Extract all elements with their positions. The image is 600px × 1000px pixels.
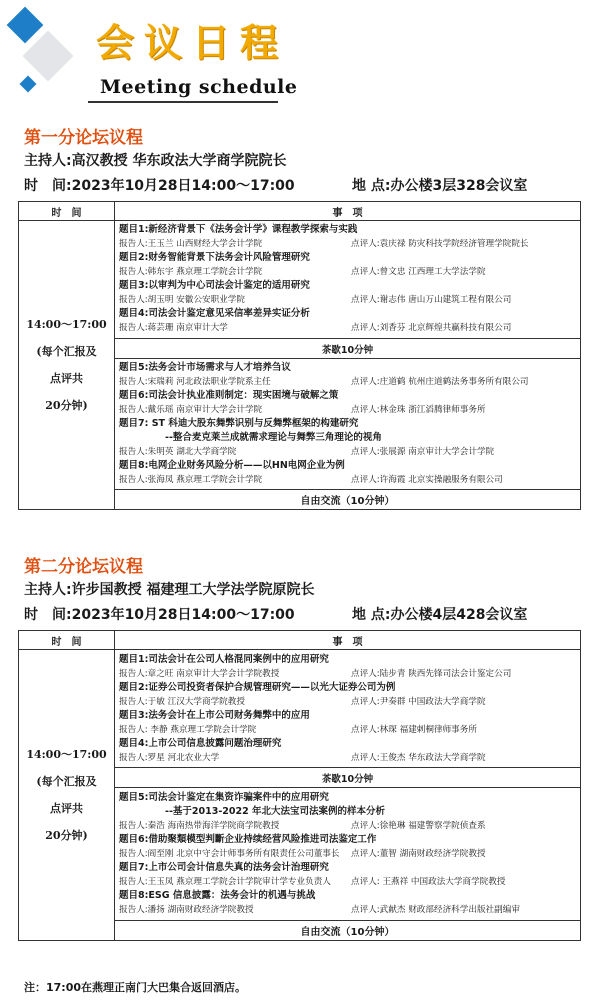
forum2-group1 [115, 650, 581, 768]
list-item [119, 709, 580, 737]
topic-title: 题目1:司法会计在公司人格混同案例中的应用研究 [119, 654, 329, 665]
topic-title: 题目7:上市公司会计信息失真的法务会计治理研究 [119, 862, 329, 873]
reporter: 报告人:胡玉明 安徽公安职业学院 [119, 295, 245, 305]
list-item [119, 459, 580, 487]
topic-title: 题目5:法务会计市场需求与人才培养刍议 [119, 362, 291, 373]
forum2-time: 时 间:2023年10月28日14:00～17:00 [24, 607, 295, 623]
list-item [119, 833, 580, 861]
reporter: 报告人:朱明英 湖北大学商学院 [119, 447, 237, 457]
time-note: 20分钟) [45, 829, 88, 842]
topic-title: 题目2:证券公司投资者保护合规管理研究——以光大证券公司为例 [119, 682, 396, 693]
forum2-title: 第二分论坛议程 [24, 557, 143, 577]
blue-diamond-small [20, 76, 37, 93]
col-items-header: 事 项 [115, 631, 581, 650]
commenter: 点评人:许海霞 北京实操融服务有限公司 [351, 475, 503, 485]
list-item [119, 737, 580, 765]
forum1-time-cell [19, 221, 115, 510]
commenter: 点评人:董智 湖南财政经济学院教授 [351, 849, 486, 859]
reporter: 报告人:章之旺 南京审计大学会计学院教授 [119, 669, 280, 679]
time-range: 14:00～17:00 [26, 748, 107, 761]
topic-title: 题目6:借助聚類模型判斷企业持续经营风险推进司法鉴定工作 [119, 834, 377, 845]
topic-subtitle: --整合麦克莱兰成就需求理论与舞弊三角理论的视角 [165, 432, 382, 443]
list-item [119, 307, 580, 335]
time-note: 点评共 [50, 802, 83, 815]
page-subtitle: Meeting schedule [100, 76, 298, 98]
forum1-group2 [115, 359, 581, 490]
forum1-time: 时 间:2023年10月28日14:00～17:00 [24, 178, 295, 194]
page-title: 会议日程 [96, 21, 289, 65]
topic-title: 题目8:电网企业财务风险分析——以HN电网企业为例 [119, 460, 345, 471]
topic-title: 题目8:ESG 信息披露：法务会计的机遇与挑战 [119, 890, 316, 901]
topic-title: 题目3:法务会计在上市公司财务舞弊中的应用 [119, 710, 310, 721]
free-discussion: 自由交流（10分钟） [115, 490, 581, 510]
forum1-title: 第一分论坛议程 [24, 128, 143, 148]
commenter: 点评人:曾文忠 江西理工大学法学院 [351, 267, 486, 277]
time-note: (每个汇报及 [36, 345, 97, 358]
forum2-host: 主持人:许步国教授 福建理工大学法学院原院长 [24, 582, 315, 598]
time-note: 20分钟) [45, 399, 88, 412]
commenter: 点评人:武献杰 财政部经济科学出版社副编审 [351, 905, 520, 915]
forum2-schedule-table [18, 630, 581, 941]
col-items-header: 事 项 [115, 202, 581, 221]
footnote: 注：17:00在燕理正南门大巴集合返回酒店。 [24, 981, 247, 994]
reporter: 报告人: 李静 燕京理工学院会计学院 [119, 725, 257, 735]
tea-break: 茶歇10分钟 [115, 768, 581, 788]
commenter: 点评人:谢志伟 唐山万山建筑工程有限公司 [351, 295, 512, 305]
forum2-group2 [115, 788, 581, 921]
free-discussion: 自由交流（10分钟） [115, 921, 581, 941]
forum2-place: 地 点:办公楼4层428会议室 [352, 607, 528, 623]
forum2-time-cell [19, 650, 115, 941]
commenter: 点评人:林金珠 浙江滔腾律师事务所 [351, 405, 486, 415]
list-item [119, 223, 580, 251]
time-range: 14:00～17:00 [26, 318, 107, 331]
commenter: 点评人:刘香芬 北京辉煌共赢科技有限公司 [351, 323, 512, 333]
forum1-host: 主持人:高汉教授 华东政法大学商学院院长 [24, 153, 287, 169]
forum1-group1 [115, 221, 581, 339]
time-note: 点评共 [50, 372, 83, 385]
list-item [119, 417, 580, 459]
reporter: 报告人:潘扬 湖南财政经济学院教授 [119, 905, 254, 915]
commenter: 点评人: 王燕祥 中国政法大学商学院教授 [351, 877, 506, 887]
topic-title: 题目1:新经济背景下《法务会计学》课程教学探索与实践 [119, 224, 358, 235]
topic-title: 题目3:以审判为中心司法会计鉴定的适用研究 [119, 280, 310, 291]
list-item [119, 389, 580, 417]
reporter: 报告人:王玉凤 燕京理工学院会计学院审计学专业负责人 [119, 877, 331, 887]
commenter: 点评人:徐艳琳 福建警察学院侦查系 [351, 821, 486, 831]
col-time-header: 时 间 [19, 202, 115, 221]
reporter: 报告人:罗星 河北农业大学 [119, 753, 220, 763]
reporter: 报告人:戴乐瑶 南京审计大学会计学院 [119, 405, 263, 415]
topic-title: 题目4:上市公司信息披露问题治理研究 [119, 738, 282, 749]
reporter: 报告人:韩东宇 燕京理工学院会计学院 [119, 267, 263, 277]
list-item [119, 861, 580, 889]
list-item [119, 279, 580, 307]
commenter: 点评人:陆步青 陕西先锋司法会计鉴定公司 [351, 669, 512, 679]
forum1-schedule-table [18, 201, 581, 510]
commenter: 点评人:袁庆禄 防灾科技学院经济管理学院院长 [351, 239, 529, 249]
topic-title: 题目6:司法会计执业准则制定：现实困境与破解之策 [119, 390, 339, 401]
commenter: 点评人:庄道鹤 杭州庄道鹤法务事务所有限公司 [351, 377, 529, 387]
list-item [119, 251, 580, 279]
commenter: 点评人:尹奏群 中国政法大学商学院 [351, 697, 486, 707]
topic-title: 题目4:司法会计鉴定意见采信率差异实证分析 [119, 308, 310, 319]
tea-break: 茶歇10分钟 [115, 339, 581, 359]
list-item [119, 889, 580, 917]
list-item [119, 681, 580, 709]
reporter: 报告人:宋瑞莉 河北政法职业学院系主任 [119, 377, 271, 387]
commenter: 点评人:林琛 福建剌桐律师事务所 [351, 725, 477, 735]
blue-diamond-large [7, 7, 44, 44]
topic-title: 题目5:司法会计鉴定在集资诈骗案件中的应用研究 [119, 792, 329, 803]
reporter: 报告人:张海凤 燕京理工学院会计学院 [119, 475, 263, 485]
list-item [119, 791, 580, 833]
reporter: 报告人:蒋芸珊 南京审计大学 [119, 323, 228, 333]
reporter: 报告人:秦浩 海南热带海洋学院商学院教授 [119, 821, 280, 831]
subtitle-underline [88, 101, 278, 103]
topic-title: 题目7: ST 科迪大股东舞弊识别与反舞弊框架的构建研究 [119, 418, 359, 429]
reporter: 报告人:阎至刚 北京中守会计师事务所有限责任公司董事长 [119, 849, 340, 859]
topic-subtitle: --基于2013-2022 年北大法宝司法案例的样本分析 [165, 806, 386, 817]
list-item [119, 653, 580, 681]
reporter: 报告人:王玉兰 山西财经大学会计学院 [119, 239, 263, 249]
time-note: (每个汇报及 [36, 775, 97, 788]
col-time-header: 时 间 [19, 631, 115, 650]
reporter: 报告人:于敏 江汉大学商学院教授 [119, 697, 245, 707]
list-item [119, 361, 580, 389]
commenter: 点评人:王俊杰 华东政法大学商学院 [351, 753, 486, 763]
topic-title: 题目2:财务智能背景下法务会计风险管理研究 [119, 252, 310, 263]
forum1-place: 地 点:办公楼3层328会议室 [352, 178, 528, 194]
commenter: 点评人:张展源 南京审计大学会计学院 [351, 447, 495, 457]
